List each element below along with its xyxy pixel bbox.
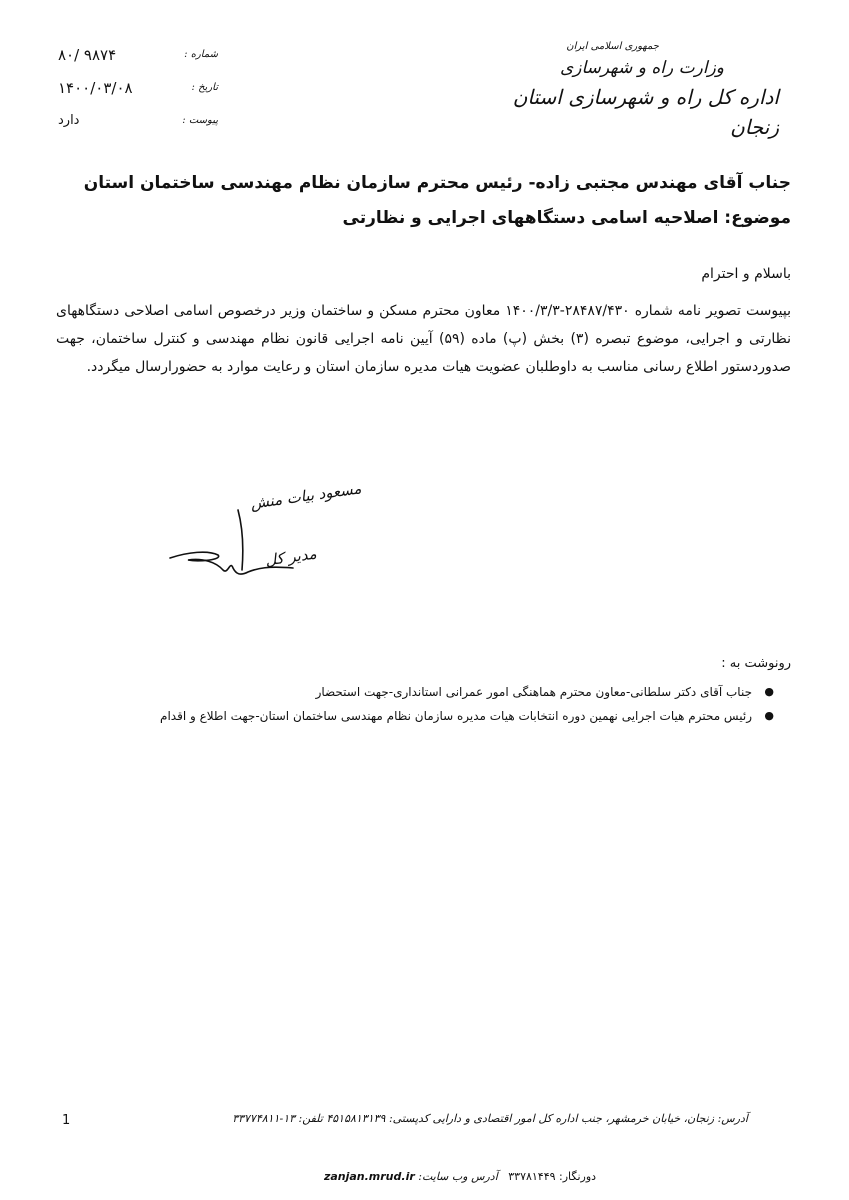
cc-item-text: رئیس محترم هیات اجرایی نهمین دوره انتخابات هیات مدیره سازمان نظام مهندسی ساختمان استان-جهت اطلاع و اقدام <box>160 709 752 723</box>
issuer-department: اداره کل راه و شهرسازی استان زنجان <box>512 85 779 139</box>
letter-number-label: شماره : <box>184 49 218 60</box>
page-number: 1 <box>62 1113 71 1128</box>
letter-addressee: جناب آقای مهندس مجتبی زاده- رئیس محترم سازمان نظام مهندسی ساختمان استان <box>83 173 791 193</box>
issuer-country: جمهوری اسلامی ایران <box>566 41 659 52</box>
issuer-header <box>479 40 779 142</box>
attachment-label: پیوست : <box>182 115 218 126</box>
cc-item <box>74 704 774 728</box>
meta-date-row <box>58 71 218 104</box>
letter-greeting: باسلام و احترام <box>701 266 791 282</box>
footer-fax: دورنگار: ۳۳۷۸۱۴۴۹ <box>508 1170 597 1183</box>
letter-date-value: ۱۴۰۰/۰۳/۰۸ <box>58 78 133 97</box>
bullet-icon: ● <box>764 709 774 722</box>
letter-subject: موضوع: اصلاحیه اسامی دستگاههای اجرایی و نظارتی <box>342 208 791 228</box>
footer-address: آدرس: زنجان، خیابان خرمشهر، جنب اداره کل امور اقتصادی و دارایی کدپستی: ۴۵۱۵۸۱۳۱۳۹ تلفن: ۱۳-۳۳۷۷۴۸۱۱ <box>232 1112 748 1125</box>
letter-number-value: ۸۰/ ۹۸۷۴ <box>58 45 117 64</box>
letter-metadata <box>58 38 218 137</box>
attachment-value: دارد <box>58 113 80 128</box>
bullet-icon: ● <box>764 685 774 698</box>
handwritten-signature <box>168 500 298 585</box>
cc-label: رونوشت به : <box>721 656 791 671</box>
cc-item <box>74 680 774 704</box>
issuer-ministry: وزارت راه و شهرسازی <box>559 58 724 78</box>
website-link[interactable]: zanjan.mrud.ir <box>323 1170 415 1183</box>
footer-contact <box>300 1170 620 1183</box>
meta-number-row <box>58 38 218 71</box>
letter-body: بپیوست تصویر نامه شماره ۲۸۴۸۷/۴۳۰-۱۴۰۰/۳/۳ معاون محترم مسکن و ساختمان وزیر درخصوص اسامی اصلاحی دستگاههای نظارتی و اجرایی، موضوع تبصره (۳) بخش (پ) ماده (۵۹) آیین نامه اجرایی قانون نظام مهندسی و کنترل ساختمان، جهت صدوردستور اطلاع رسانی مناسب به داوطلبان عضویت هیات مدیره سازمان استان و رعایت موارد به حضورارسال میگردد. <box>56 303 791 375</box>
signatory-name: مسعود بیات منش <box>249 479 363 513</box>
meta-attachment-row <box>58 104 218 137</box>
letter-date-label: تاریخ : <box>191 82 218 93</box>
website-label: آدرس وب سایت: <box>418 1170 498 1183</box>
cc-list <box>74 680 774 728</box>
cc-item-text: جناب آقای دکتر سلطانی-معاون محترم هماهنگی امور عمرانی استانداری-جهت استحضار <box>315 685 752 699</box>
signatory-title: مدیر کل <box>263 544 318 570</box>
